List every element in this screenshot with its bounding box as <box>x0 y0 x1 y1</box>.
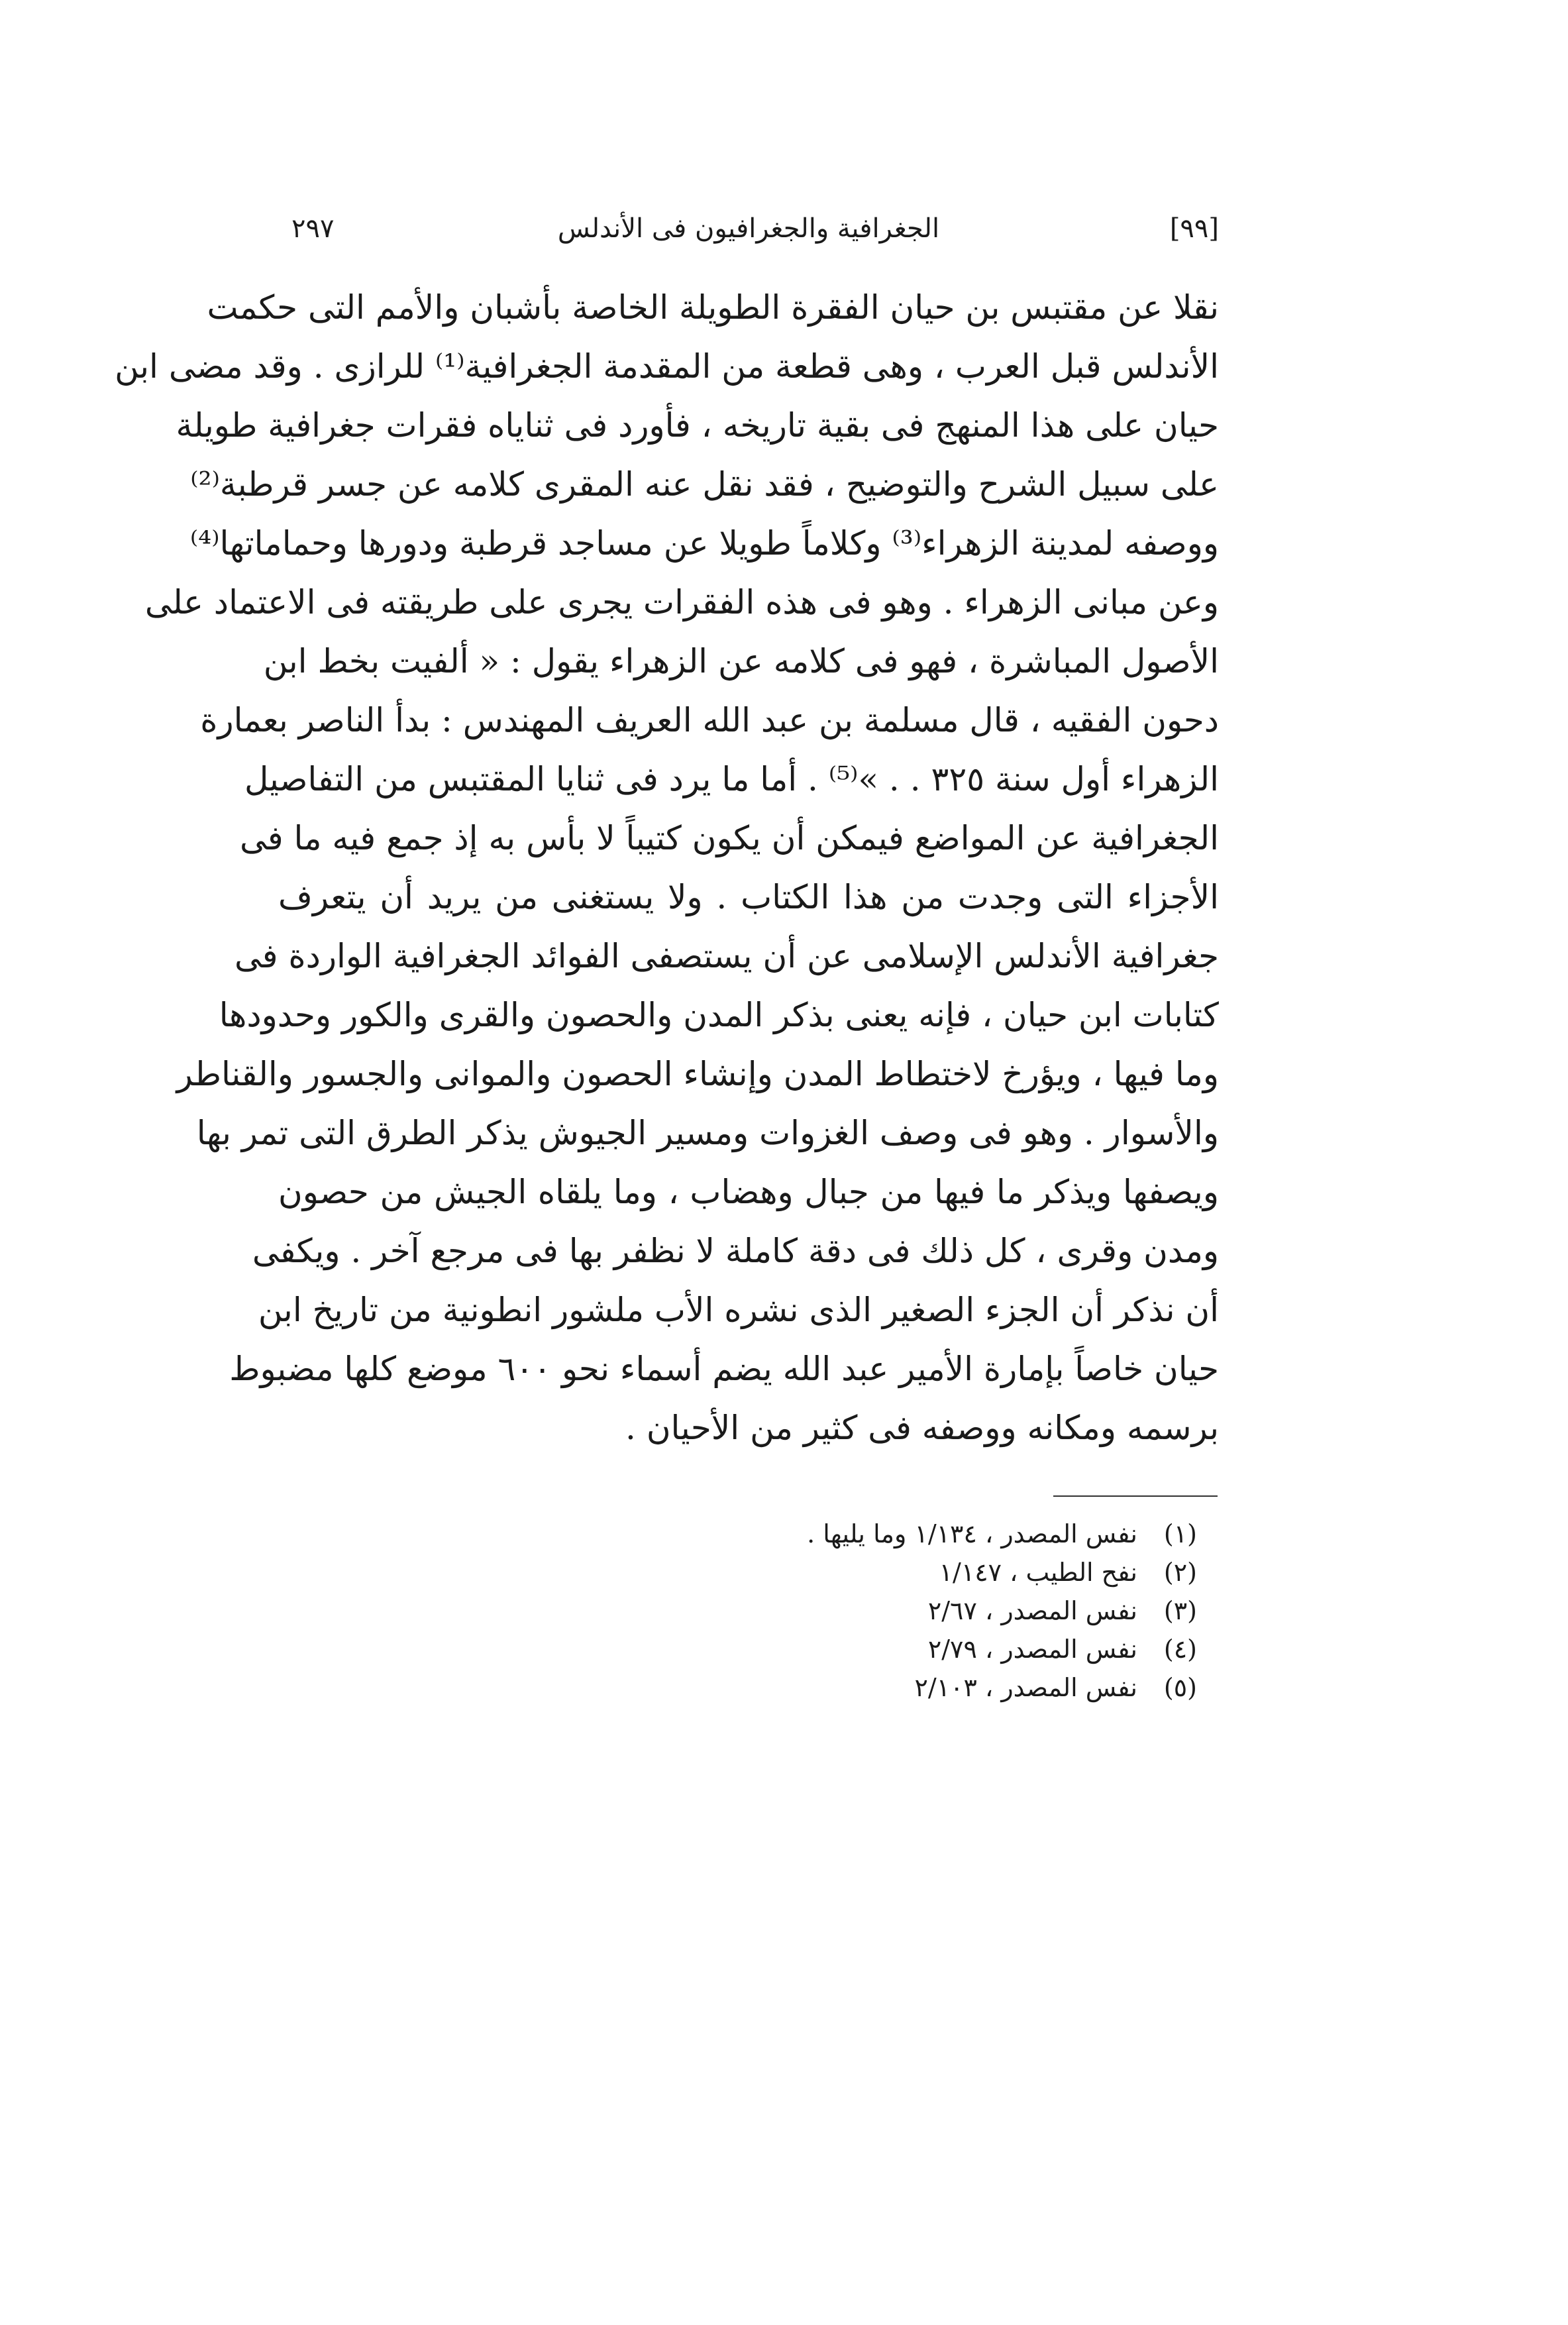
footnote-mark: (٤) <box>1163 1635 1197 1664</box>
footnote-text: نفح الطيب ، ١/١٤٧ <box>939 1558 1137 1587</box>
text-line: ويصفها ويذكر ما فيها من جبال وهضاب ، وما يلقاه الجيش من حصون <box>278 1173 1219 1211</box>
footnote-text: نفس المصدر ، ٢/٦٧ <box>927 1596 1137 1625</box>
footnote <box>601 1630 1197 1668</box>
footnote-list <box>601 1515 1197 1707</box>
section-number: [٩٩] <box>1169 213 1219 244</box>
running-title: الجغرافية والجغرافيون فى الأندلس <box>557 213 940 244</box>
footnote <box>601 1592 1197 1630</box>
page-number: ٢٩٧ <box>291 213 335 244</box>
text-line: ووصفه لمدينة الزهراء⁽³⁾ وكلاماً طويلا عن مساجد قرطبة ودورها وحماماتها⁽⁴⁾ <box>189 524 1219 563</box>
footnote-mark: (٢) <box>1163 1558 1197 1587</box>
body-paragraph <box>115 278 1219 1458</box>
text-line: والأسوار . وهو فى وصف الغزوات ومسير الجيوش يذكر الطرق التى تمر بها <box>196 1114 1219 1152</box>
text-line: الأصول المباشرة ، فهو فى كلامه عن الزهراء يقول : « ألفيت بخط ابن <box>263 642 1219 680</box>
text-line: الزهراء أول سنة ٣٢٥ . . »⁽⁵⁾ . أما ما يرد فى ثنايا المقتبس من التفاصيل <box>244 760 1219 798</box>
text-line: حيان خاصاً بإمارة الأمير عبد الله يضم أسماء نحو ٦٠٠ موضع كلها مضبوط <box>229 1350 1219 1388</box>
text-line: أن نذكر أن الجزء الصغير الذى نشره الأب ملشور انطونية من تاريخ ابن <box>258 1291 1219 1329</box>
running-header <box>278 213 1219 266</box>
footnote <box>601 1668 1197 1707</box>
footnote-text: نفس المصدر ، ٢/٧٩ <box>927 1635 1137 1664</box>
text-line: وما فيها ، ويؤرخ لاختطاط المدن وإنشاء الحصون والموانى والجسور والقناطر <box>176 1055 1219 1093</box>
footnote-mark: (١) <box>1163 1519 1197 1548</box>
text-line: الجغرافية عن المواضع فيمكن أن يكون كتيباً لا بأس به إذ جمع فيه ما فى <box>240 819 1219 857</box>
text-line: الأجزاء التى وجدت من هذا الكتاب . ولا يستغنى من يريد أن يتعرف <box>278 878 1219 916</box>
text-line: ومدن وقرى ، كل ذلك فى دقة كاملة لا نظفر بها فى مرجع آخر . ويكفى <box>252 1232 1219 1270</box>
text-line: جغرافية الأندلس الإسلامى عن أن يستصفى الفوائد الجغرافية الواردة فى <box>234 937 1219 975</box>
footnote <box>601 1515 1197 1553</box>
footnote <box>601 1553 1197 1592</box>
text-line: على سبيل الشرح والتوضيح ، فقد نقل عنه المقرى كلامه عن جسر قرطبة⁽²⁾ <box>190 465 1219 504</box>
text-line: نقلا عن مقتبس بن حيان الفقرة الطويلة الخاصة بأشبان والأمم التى حكمت <box>207 288 1219 327</box>
text-line: وعن مبانى الزهراء . وهو فى هذه الفقرات يجرى على طريقته فى الاعتماد على <box>144 583 1219 622</box>
text-line: كتابات ابن حيان ، فإنه يعنى بذكر المدن والحصون والقرى والكور وحدودها <box>219 996 1219 1034</box>
text-line: حيان على هذا المنهج فى بقية تاريخه ، فأورد فى ثناياه فقرات جغرافية طويلة <box>176 406 1219 445</box>
footnote-mark: (٥) <box>1163 1673 1197 1702</box>
footnote-text: نفس المصدر ، ٢/١٠٣ <box>914 1673 1137 1702</box>
text-line: برسمه ومكانه ووصفه فى كثير من الأحيان . <box>625 1409 1219 1447</box>
footnote-divider <box>1053 1495 1218 1497</box>
text-line: الأندلس قبل العرب ، وهى قطعة من المقدمة الجغرافية⁽¹⁾ للرازى . وقد مضى ابن <box>115 347 1219 386</box>
footnote-text: نفس المصدر ، ١/١٣٤ وما يليها . <box>807 1519 1137 1548</box>
footnote-mark: (٣) <box>1163 1596 1197 1625</box>
text-line: دحون الفقيه ، قال مسلمة بن عبد الله العريف المهندس : بدأ الناصر بعمارة <box>200 701 1219 739</box>
